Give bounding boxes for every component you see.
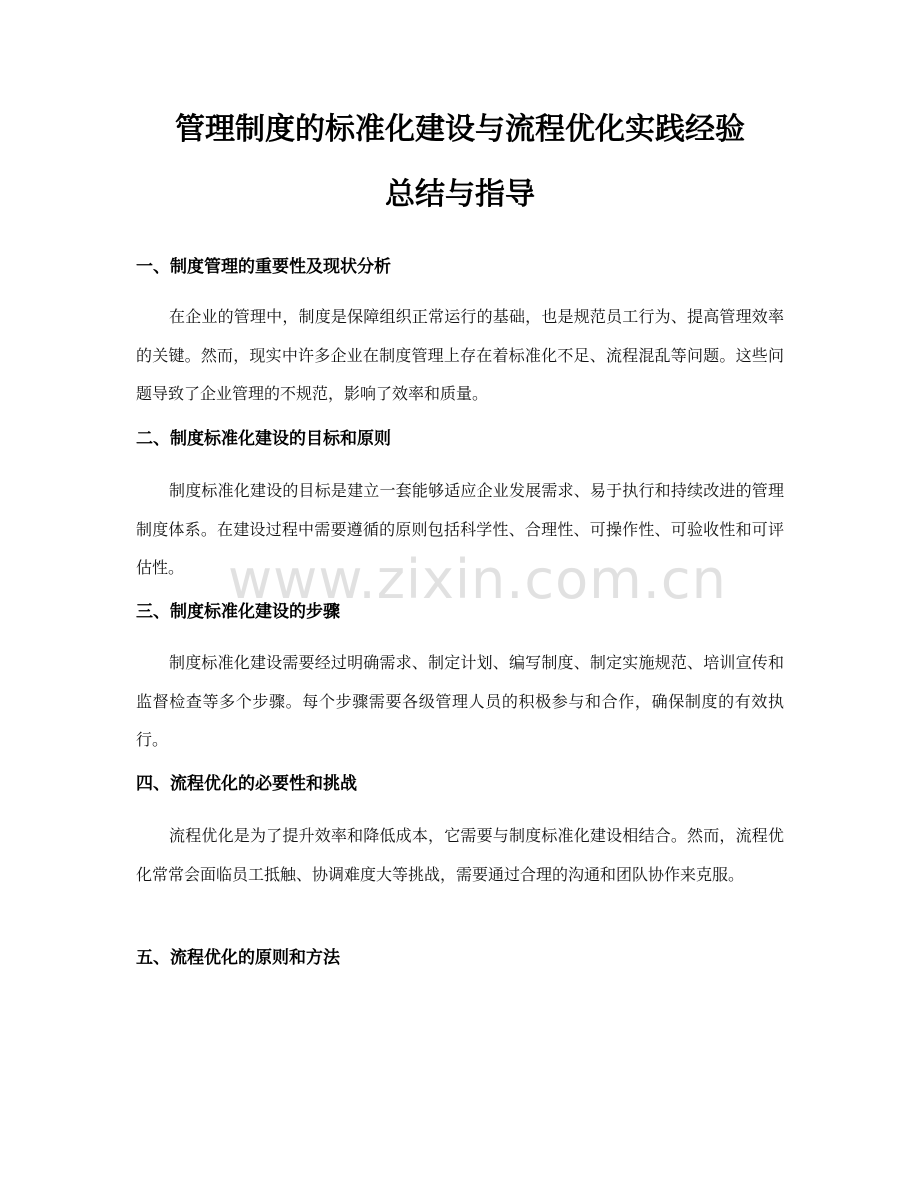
document-title-line-2: 总结与指导 [385, 177, 535, 212]
document-title-line-1: 管理制度的标准化建设与流程优化实践经验 [175, 112, 745, 147]
section-paragraph-1: 在企业的管理中，制度是保障组织正常运行的基础，也是规范员工行为、提高管理效率的关键。然而，现实中许多企业在制度管理上存在着标准化不足、流程混乱等问题。这些问题导致了企业管理的不规范，影响了效率和质量。 [136, 307, 784, 403]
watermark: www.zixin.com.cn [228, 548, 727, 611]
section-paragraph-3: 制度标准化建设需要经过明确需求、制定计划、编写制度、制定实施规范、培训宣传和监督检查等多个步骤。每个步骤需要各级管理人员的积极参与和合作，确保制度的有效执行。 [136, 653, 784, 749]
section-paragraph-2: 制度标准化建设的目标是建立一套能够适应企业发展需求、易于执行和持续改进的管理制度体系。在建设过程中需要遵循的原则包括科学性、合理性、可操作性、可验收性和可评估性。 [136, 481, 784, 577]
section-heading-1: 一、制度管理的重要性及现状分析 [136, 257, 391, 277]
section-heading-3: 三、制度标准化建设的步骤 [136, 602, 340, 622]
section-heading-2: 二、制度标准化建设的目标和原则 [136, 429, 391, 449]
section-heading-4: 四、流程优化的必要性和挑战 [136, 774, 357, 794]
section-paragraph-4: 流程优化是为了提升效率和降低成本，它需要与制度标准化建设相结合。然而，流程优化常常会面临员工抵触、协调难度大等挑战，需要通过合理的沟通和团队协作来克服。 [136, 826, 784, 884]
section-heading-5: 五、流程优化的原则和方法 [136, 948, 340, 968]
